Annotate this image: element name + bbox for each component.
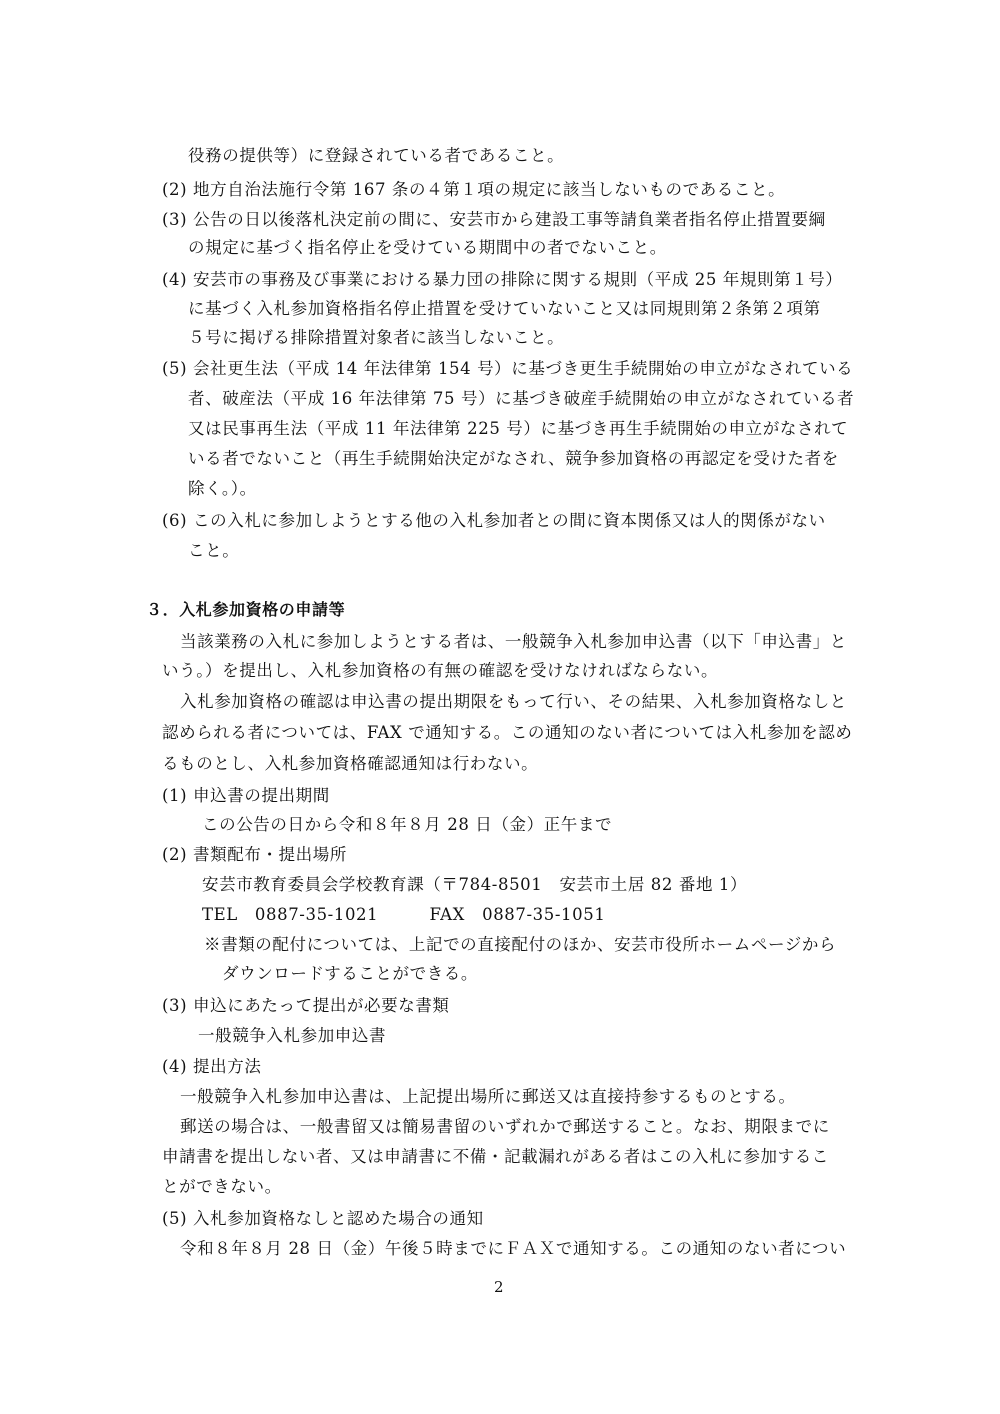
text-line: 申請書を提出しない者、又は申請書に不備・記載漏れがある者はこの入札に参加するこ xyxy=(162,1147,829,1166)
section-heading: ３．入札参加資格の申請等 xyxy=(146,600,346,619)
text-line: 役務の提供等）に登録されている者であること。 xyxy=(188,146,565,165)
text-line: (3) 公告の日以後落札決定前の間に、安芸市から建設工事等請負業者指名停止措置要綱 xyxy=(162,210,826,229)
text-line: いる者でないこと（再生手続開始決定がなされ、競争参加資格の再認定を受けた者を xyxy=(188,449,839,468)
text-line: 郵送の場合は、一般書留又は簡易書留のいずれかで郵送すること。なお、期限までに xyxy=(180,1117,830,1136)
text-line: この公告の日から令和８年８月 28 日（金）正午まで xyxy=(202,815,613,834)
text-line: (2) 書類配布・提出場所 xyxy=(162,845,347,864)
text-line: 又は民事再生法（平成 11 年法律第 225 号）に基づき再生手続開始の申立がなされて xyxy=(188,419,849,438)
text-line: (3) 申込にあたって提出が必要な書類 xyxy=(162,996,450,1015)
text-line: こと。 xyxy=(188,541,240,560)
text-line: (1) 申込書の提出期間 xyxy=(162,786,330,805)
text-line: TEL 0887-35-1021 FAX 0887-35-1051 xyxy=(202,905,606,924)
text-line: るものとし、入札参加資格確認通知は行わない。 xyxy=(162,754,539,773)
text-line: 認められる者については、FAX で通知する。この通知のない者については入札参加を認め xyxy=(162,723,853,742)
text-line: 入札参加資格の確認は申込書の提出期限をもって行い、その結果、入札参加資格なしと xyxy=(180,692,847,711)
text-line: 令和８年８月 28 日（金）午後５時までにＦＡＸで通知する。この通知のない者につい xyxy=(180,1239,847,1258)
text-line: ダウンロードすることができる。 xyxy=(222,964,479,983)
text-line: 一般競争入札参加申込書 xyxy=(198,1026,387,1045)
text-line: の規定に基づく指名停止を受けている期間中の者でないこと。 xyxy=(188,238,667,257)
text-line: 一般競争入札参加申込書は、上記提出場所に郵送又は直接持参するものとする。 xyxy=(180,1087,796,1106)
text-line: (2) 地方自治法施行令第 167 条の４第１項の規定に該当しないものであること。 xyxy=(162,180,786,199)
text-line: に基づく入札参加資格指名停止措置を受けていないこと又は同規則第２条第２項第 xyxy=(188,299,821,318)
text-line: (5) 会社更生法（平成 14 年法律第 154 号）に基づき更生手続開始の申立がなされている xyxy=(162,359,854,378)
text-line: 当該業務の入札に参加しようとする者は、一般競争入札参加申込書（以下「申込書」と xyxy=(180,632,847,651)
text-line: 者、破産法（平成 16 年法律第 75 号）に基づき破産手続開始の申立がなされている者 xyxy=(188,389,855,408)
text-line: 安芸市教育委員会学校教育課（〒784-8501 安芸市土居 82 番地 1） xyxy=(202,875,748,894)
text-line: (5) 入札参加資格なしと認めた場合の通知 xyxy=(162,1209,484,1228)
text-line: (6) この入札に参加しようとする他の入札参加者との間に資本関係又は人的関係がない xyxy=(162,511,826,530)
text-line: ５号に掲げる排除措置対象者に該当しないこと。 xyxy=(188,328,565,347)
text-line: 除く。）。 xyxy=(188,479,257,498)
text-line: (4) 提出方法 xyxy=(162,1057,262,1076)
page-number: 2 xyxy=(494,1278,504,1296)
text-line: いう。）を提出し、入札参加資格の有無の確認を受けなければならない。 xyxy=(162,661,719,680)
text-line: とができない。 xyxy=(162,1177,282,1196)
text-line: ※書類の配付については、上記での直接配付のほか、安芸市役所ホームページから xyxy=(204,935,837,954)
text-line: (4) 安芸市の事務及び事業における暴力団の排除に関する規則（平成 25 年規則第１号） xyxy=(162,270,843,289)
